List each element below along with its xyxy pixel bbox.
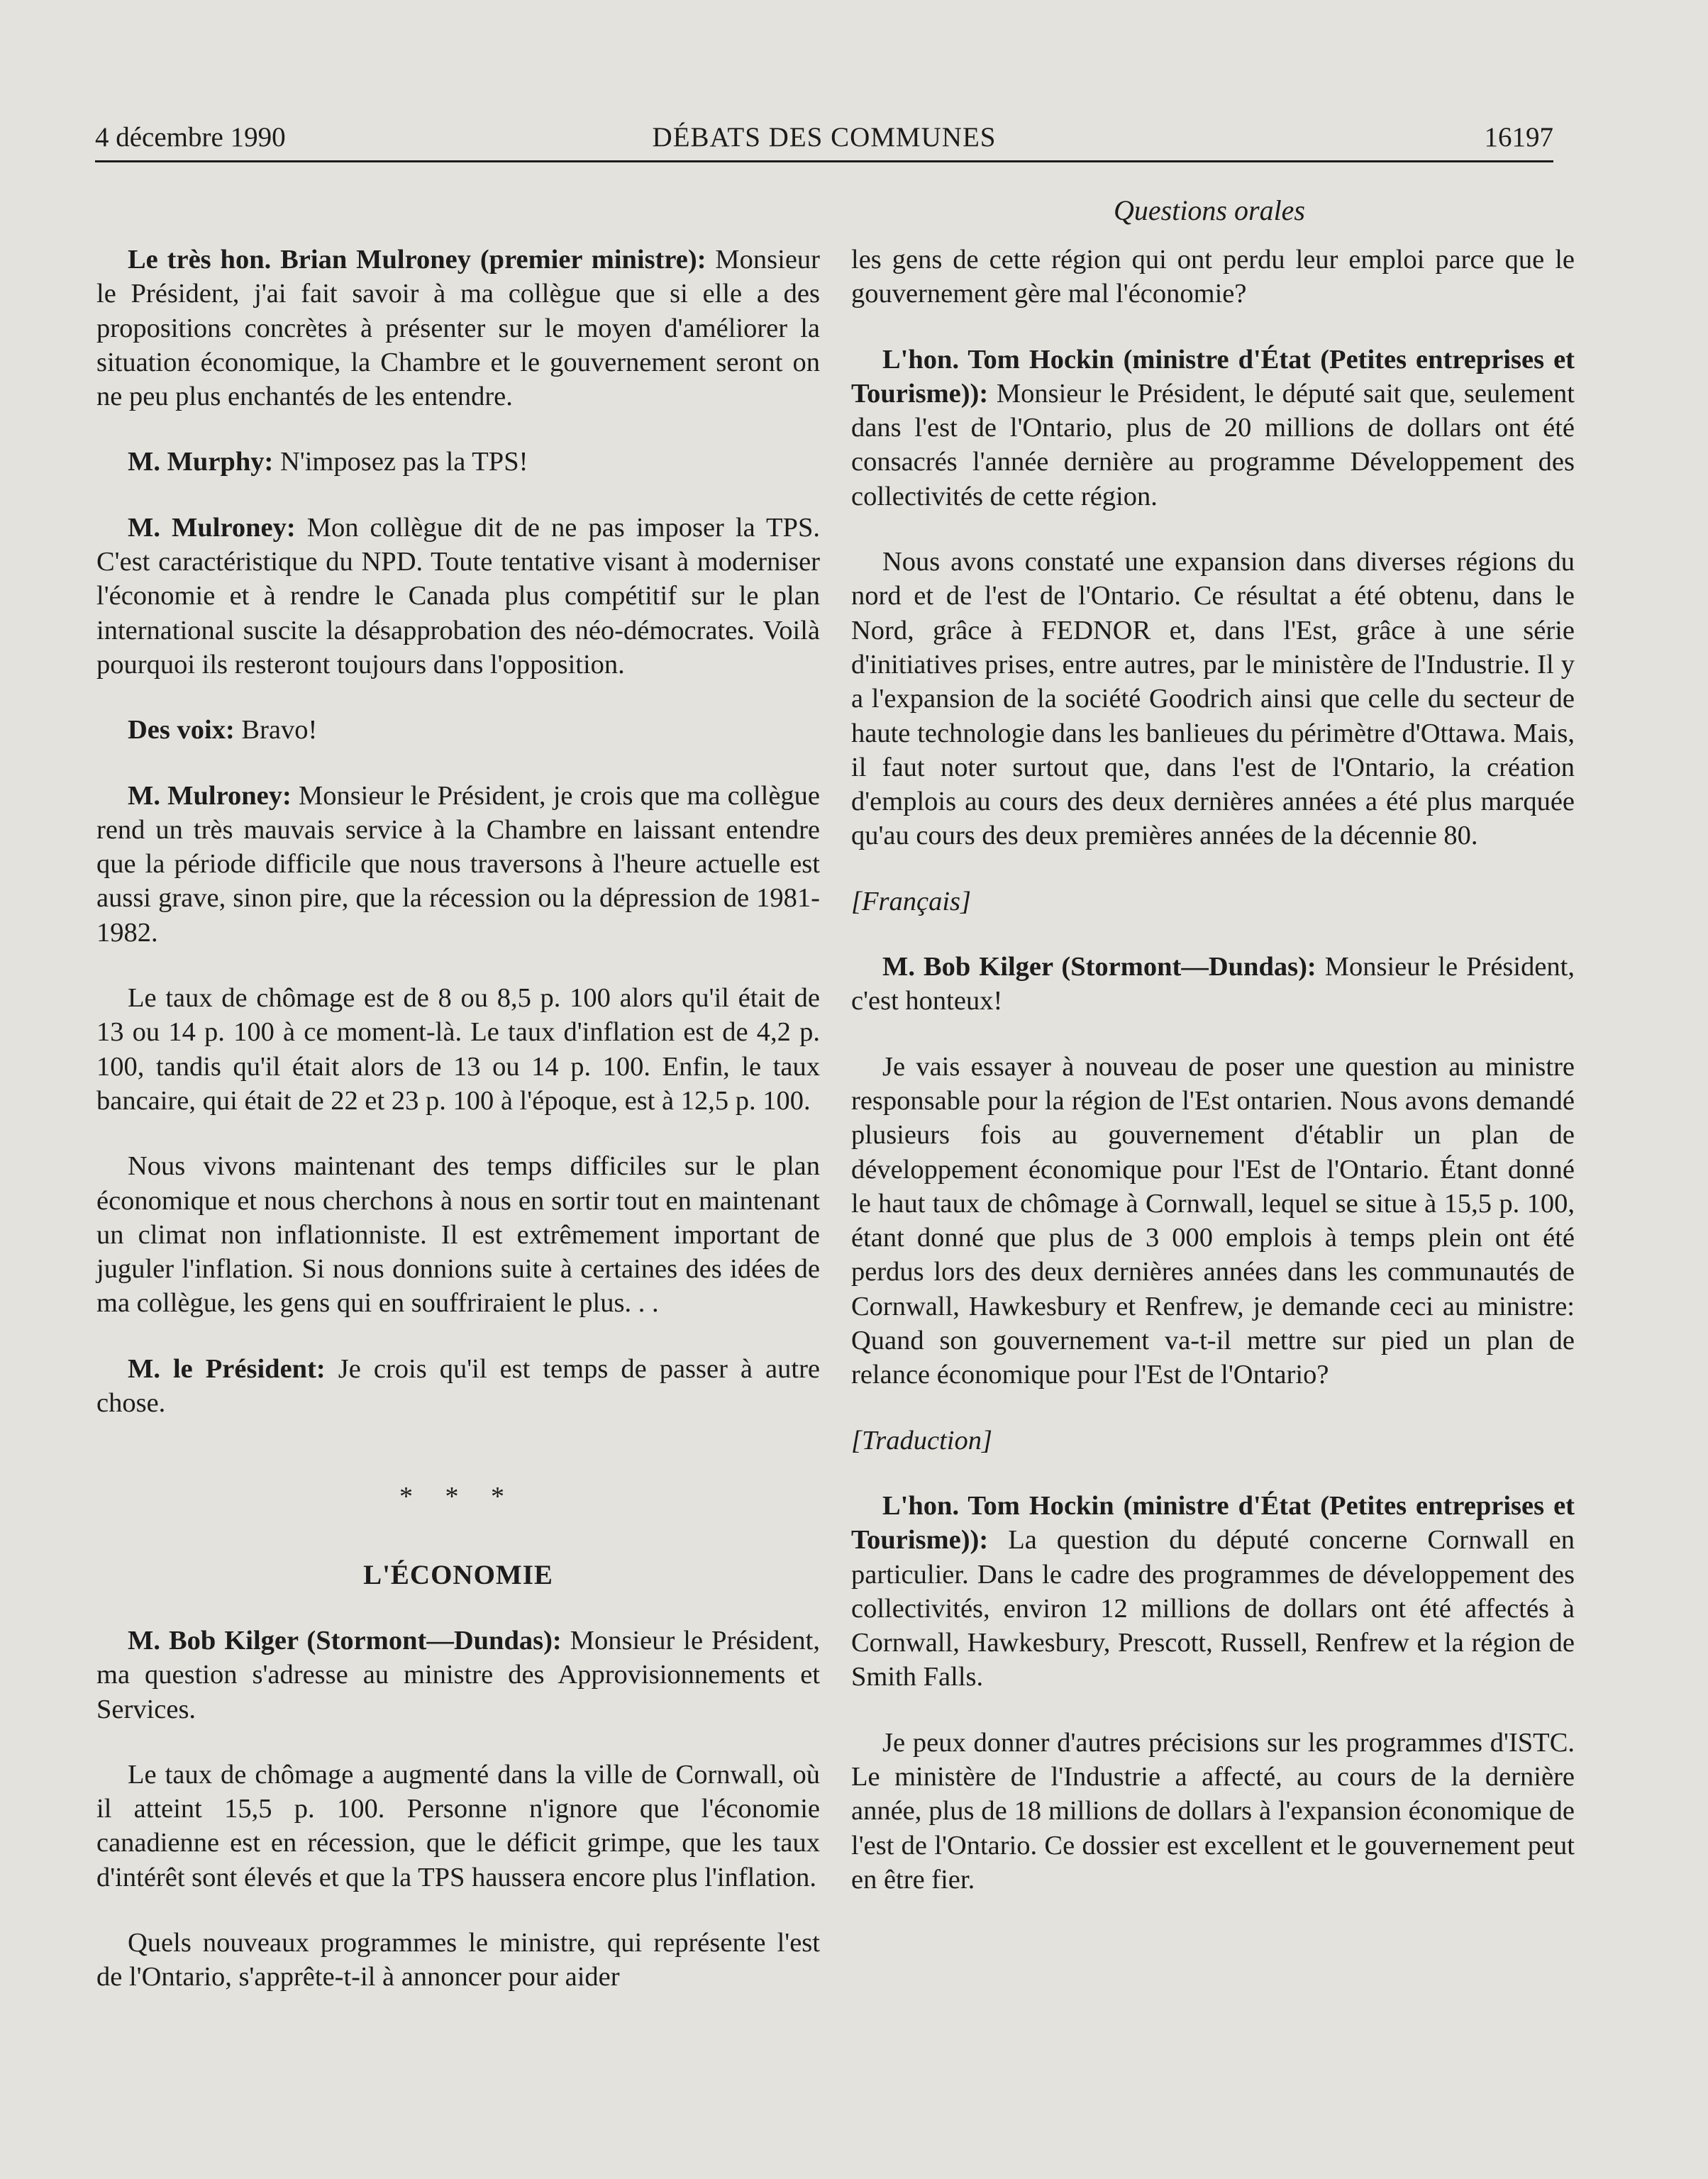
paragraph-text: Je crois qu'il est temps de passer à autre chose.: [96, 1353, 820, 1419]
paragraph-text: Monsieur le Président, ma question s'adresse au ministre des Approvisionnements et Services.: [96, 1625, 820, 1724]
speaker-name: L'hon. Tom Hockin (ministre d'État (Petites entreprises et Tourisme)):: [851, 1490, 1575, 1556]
paragraph: [96, 445, 820, 479]
section-heading: L'ÉCONOMIE: [363, 1559, 553, 1590]
paragraph: [96, 779, 820, 950]
paragraph-text: Monsieur le Président, le député sait que, seulement dans l'est de l'Ontario, plus de 20 millions de dollars ont été consacrés l'année dernière au programme Développement des collectivités de cette région.: [851, 378, 1575, 511]
language-tag-text: [Traduction]: [851, 1425, 992, 1456]
paragraph: [851, 1489, 1575, 1695]
paragraph-text: La question du député concerne Cornwall en particulier. Dans le cadre des programmes de développement des collectivités, environ 12 millions de dollars ont été affectés à Cornwall, Hawkesbury, Prescott, Russell, Renfrew et la région de Smith Falls.: [851, 1525, 1575, 1692]
header-page-number: 16197: [1484, 122, 1553, 153]
paragraph: [851, 950, 1575, 1019]
paragraph: Nous avons constaté une expansion dans diverses régions du nord et de l'est de l'Ontario. Ce résultat a été obtenu, dans le Nord, grâce à FEDNOR et, dans l'Est, grâce à une série d'initiatives prises, entre autres, par le ministère de l'Industrie. Il y a l'expansion de la société Goodrich ainsi que celle du secteur de haute technologie dans les banlieues du périmètre d'Ottawa. Mais, il faut noter surtout que, dans l'est de l'Ontario, la création d'emplois au cours des deux dernières années a été plus marquée qu'au cours des deux premières années de la décennie 80.: [851, 547, 1575, 851]
speaker-name: M. Mulroney:: [128, 512, 296, 543]
right-column: [851, 243, 1575, 1928]
paragraph: Je vais essayer à nouveau de poser une question au ministre responsable pour la région de l'Est ontarien. Nous avons demandé plusieurs fois au gouvernement d'établir un plan de développement économique pour l'Est de l'Ontario. Étant donné le haut taux de chômage à Cornwall, lequel se situe à 15,5 p. 100, étant donné que plus de 3 000 emplois à temps plein ont été perdus lors des deux dernières années dans les communautés de Cornwall, Hawkesbury et Renfrew, je demande ceci au ministre: Quand son gouvernement va-t-il mettre sur pied un plan de relance économique pour l'Est de l'Ontario?: [851, 1051, 1575, 1390]
paragraph: les gens de cette région qui ont perdu leur emploi parce que le gouvernement gère mal l'économie?: [851, 245, 1575, 309]
paragraph-text: Mon collègue dit de ne pas imposer la TPS. C'est caractéristique du NPD. Toute tentative visant à moderniser l'économie et à rendre le Canada plus compétitif sur le plan international suscite la désapprobation des néo-démocrates. Voilà pourquoi ils resteront toujours dans l'opposition.: [96, 512, 821, 680]
paragraph: Je peux donner d'autres précisions sur les programmes d'ISTC. Le ministère de l'Industrie a affecté, au cours de la dernière année, plus de 18 millions de dollars à l'expansion économique de l'est de l'Ontario. Ce dossier est excellent et le gouvernement peut en être fier.: [851, 1727, 1575, 1895]
paragraph: [96, 243, 820, 414]
paragraph: [96, 1352, 820, 1421]
paragraph-text: Monsieur le Président, c'est honteux!: [851, 952, 1575, 1016]
paragraph-text: N'imposez pas la TPS!: [273, 447, 528, 477]
speaker-name: M. Bob Kilger (Stormont—Dundas):: [128, 1625, 562, 1656]
paragraph: [96, 1624, 820, 1726]
speaker-name: M. Bob Kilger (Stormont—Dundas):: [882, 952, 1316, 982]
header-date: 4 décembre 1990: [95, 122, 286, 153]
language-tag: [851, 1424, 1575, 1458]
paragraph: [851, 343, 1575, 514]
paragraph: [96, 713, 820, 747]
language-tag: [851, 885, 1575, 919]
speaker-name: Des voix:: [128, 715, 235, 745]
paragraph: Le taux de chômage a augmenté dans la ville de Cornwall, où il atteint 15,5 p. 100. Personne n'ignore que l'économie canadienne est en récession, que le déficit grimpe, que les taux d'intérêt sont élevés et que la TPS haussera encore plus l'inflation.: [96, 1759, 820, 1892]
header-journal-title: DÉBATS DES COMMUNES: [652, 122, 997, 153]
page-header: [95, 118, 1553, 157]
left-column: [96, 243, 820, 2026]
speaker-name: L'hon. Tom Hockin (ministre d'État (Petites entreprises et Tourisme)):: [851, 344, 1575, 409]
section-label: Questions orales: [1114, 194, 1305, 226]
paragraph: Le taux de chômage est de 8 ou 8,5 p. 100 alors qu'il était de 13 ou 14 p. 100 à ce moment-là. Le taux d'inflation est de 4,2 p. 100, tandis qu'il était alors de 13 ou 14 p. 100. Enfin, le taux bancaire, qui était de 22 et 23 p. 100 à l'époque, est à 12,5 p. 100.: [96, 983, 820, 1116]
header-rule: [95, 160, 1553, 162]
language-tag-text: [Français]: [851, 886, 971, 916]
speaker-name: M. le Président:: [128, 1353, 326, 1384]
paragraph: Nous vivons maintenant des temps difficiles sur le plan économique et nous cherchons à nous en sortir tout en maintenant un climat non inflationniste. Il est extrêmement important de juguler l'inflation. Si nous donnions suite à certaines des idées de ma collègue, les gens qui en souffriraient le plus. . .: [96, 1151, 820, 1319]
paragraph-text: Bravo!: [234, 715, 318, 745]
paragraph-text: Monsieur le Président, je crois que ma collègue rend un très mauvais service à la Chambre en laissant entendre que la période difficile que nous traversons à l'heure actuelle est aussi grave, sinon pire, que la récession ou la dépression de 1981-1982.: [96, 780, 821, 948]
speaker-name: M. Mulroney:: [128, 780, 292, 811]
section-separator: * * *: [399, 1482, 517, 1512]
paragraph-text: Monsieur le Président, j'ai fait savoir à ma collègue que si elle a des propositions concrètes à présenter sur le moyen d'améliorer la situation économique, la Chambre et le gouvernement seront on ne peu plus enchantés de les entendre.: [96, 245, 820, 412]
speaker-name: M. Murphy:: [128, 447, 274, 477]
speaker-name: Le très hon. Brian Mulroney (premier ministre):: [128, 245, 706, 275]
paragraph: Quels nouveaux programmes le ministre, qui représente l'est de l'Ontario, s'apprête-t-il à annoncer pour aider: [96, 1927, 820, 1992]
paragraph: [96, 511, 820, 682]
